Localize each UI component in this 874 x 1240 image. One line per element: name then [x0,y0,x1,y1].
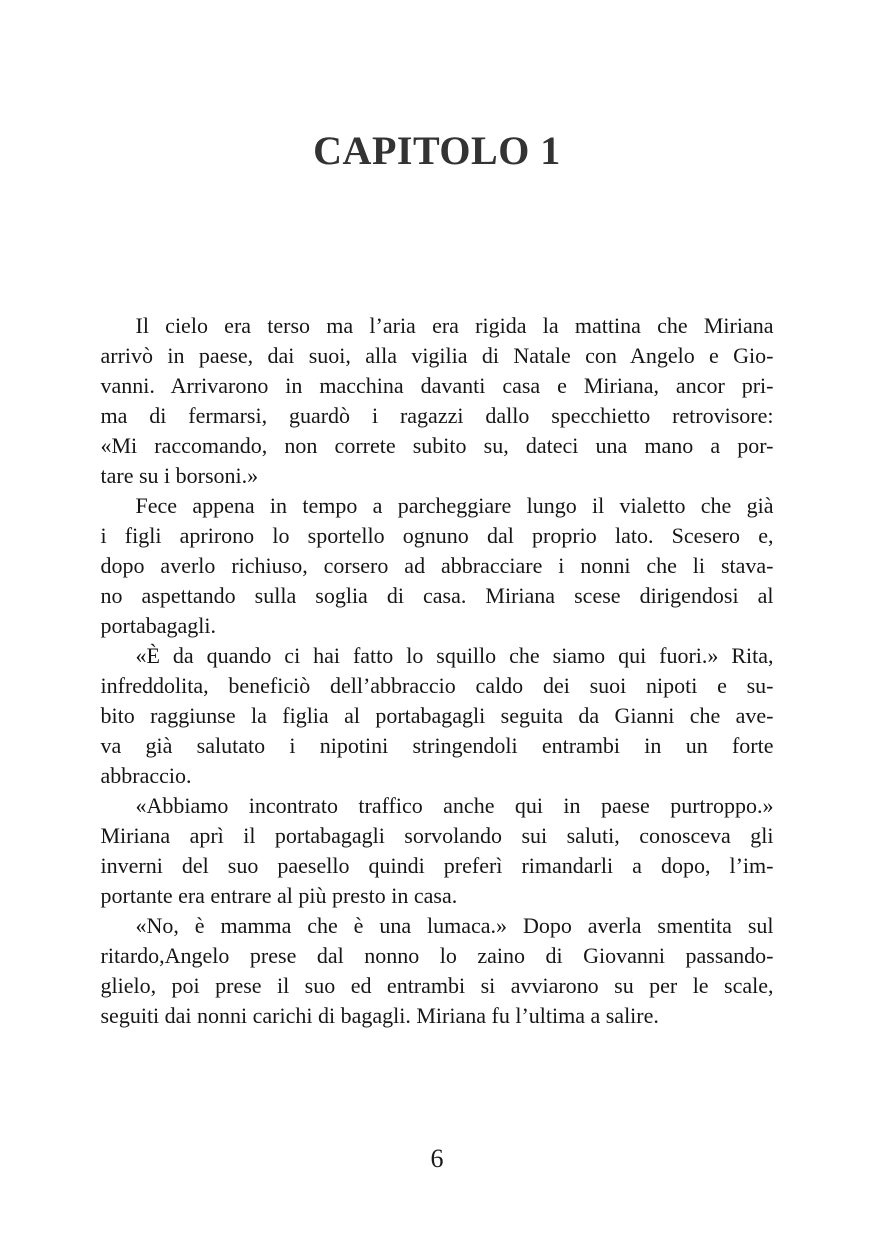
paragraph [101,791,774,911]
text-line: portabagagli. [100,613,216,638]
text-line: no aspettando sulla soglia di casa. Miriana scese dirigendosi al [100,583,774,608]
text-line: ma di fermarsi, guardò i ragazzi dallo specchietto retrovisore: [100,403,774,428]
text-line: seguiti dai nonni carichi di bagagli. Miriana fu l’ultima a salire. [100,1003,659,1028]
text-line: va già salutato i nipotini stringendoli entrambi in un forte [100,733,774,758]
text-line: Miriana aprì il portabagagli sorvolando sui saluti, conosceva gli [100,823,774,848]
text-line: portante era entrare al più presto in casa. [100,883,458,908]
chapter-title: CAPITOLO 1 [313,128,561,173]
text-line: i figli aprirono lo sportello ognuno dal proprio lato. Scesero e, [100,523,774,548]
text-line: Fece appena in tempo a parcheggiare lungo il vialetto che già [135,493,774,518]
paragraph [101,641,774,791]
text-line: «È da quando ci hai fatto lo squillo che siamo qui fuori.» Rita, [135,643,774,668]
text-line: glielo, poi prese il suo ed entrambi si avviarono su per le scale, [100,973,774,998]
text-line: Il cielo era terso ma l’aria era rigida la mattina che Miriana [135,313,774,338]
text-line: ritardo,Angelo prese dal nonno lo zaino di Giovanni passando- [100,943,774,968]
page-number: 6 [430,1144,444,1173]
body-text [101,311,774,1031]
text-line: arrivò in paese, dai suoi, alla vigilia di Natale con Angelo e Gio- [100,343,774,368]
text-line: bito raggiunse la figlia al portabagagli seguita da Gianni che ave- [100,703,774,728]
text-line: «Abbiamo incontrato traffico anche qui in paese purtroppo.» [135,793,774,818]
paragraph [101,911,774,1031]
paragraph [101,311,774,491]
text-line: «Mi raccomando, non correte subito su, dateci una mano a por- [100,433,774,458]
text-line: dopo averlo richiuso, corsero ad abbracciare i nonni che li stava- [100,553,774,578]
paragraph [101,491,774,641]
text-line: «No, è mamma che è una lumaca.» Dopo averla smentita sul [135,913,774,938]
text-line: infreddolita, beneficiò dell’abbraccio caldo dei suoi nipoti e su- [100,673,774,698]
text-line: vanni. Arrivarono in macchina davanti casa e Miriana, ancor pri- [100,373,774,398]
text-line: tare su i borsoni.» [100,463,259,488]
text-line: abbraccio. [100,763,192,788]
text-line: inverni del suo paesello quindi preferì rimandarli a dopo, l’im- [100,853,774,878]
